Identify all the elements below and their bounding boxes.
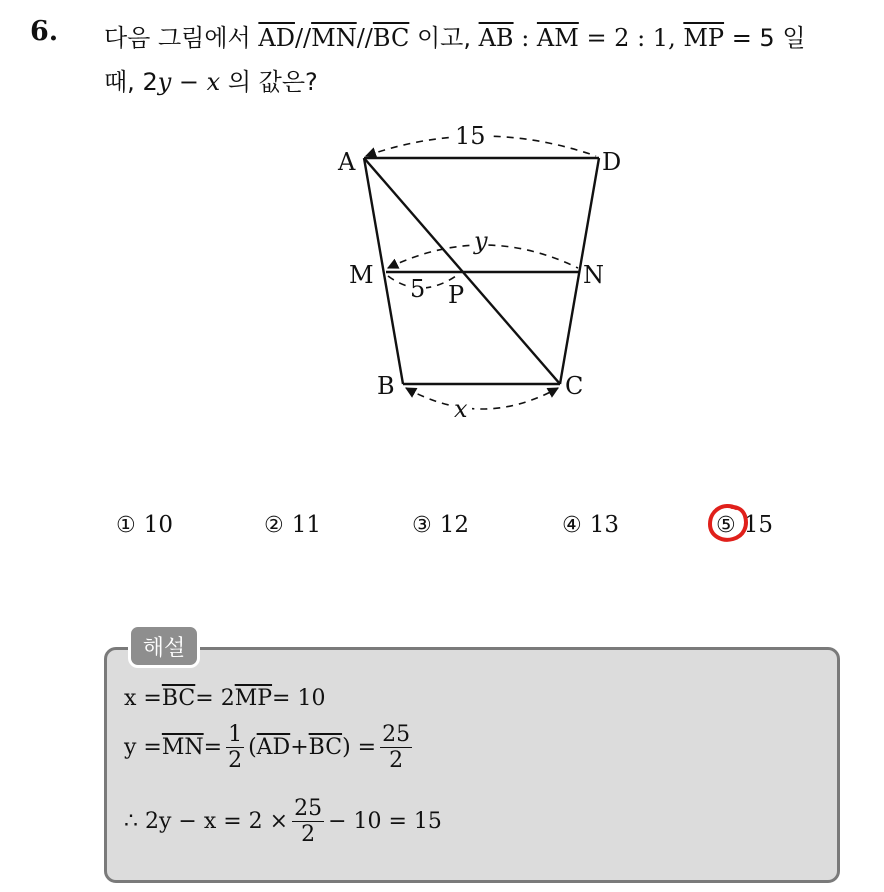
variable-y: y [157,68,172,96]
choice-4[interactable] [562,512,619,538]
segment-ab: $\overline{AB}$ [478,24,514,52]
length-label-x: x [454,395,468,423]
choice-value: 10 [143,512,174,538]
eq-text: ∴ 2y − x = 2 × [124,809,289,835]
question-text: 때, 2 [104,68,158,96]
eq-text: ) = [342,735,377,761]
denominator: 2 [228,748,243,774]
eq-segment-mp: $\overline{MP}$ [234,686,273,711]
point-label-m: M [349,261,374,289]
explanation-tag: 해설 [128,624,200,668]
choice-2[interactable] [264,512,321,538]
eq-text: − 10 = 15 [328,809,442,835]
minus-sign: − [171,68,207,96]
segment-mn: $\overline{MN}$ [311,24,357,52]
point-label-b: B [377,372,395,400]
explanation-line-3 [124,796,442,848]
eq-segment-mn: $\overline{MN}$ [161,735,204,761]
segment-ad: $\overline{AD}$ [258,24,295,52]
eq-text: ( [248,735,257,761]
choice-number: ⑤ [716,513,736,538]
parallel-sign: // [294,24,312,52]
numerator: 25 [294,796,323,821]
choice-number: ① [116,513,136,538]
choice-1[interactable] [116,512,173,538]
variable-x: x [206,68,221,96]
eq-text: x = [124,686,162,711]
question-text: 이고, [409,24,479,52]
choice-value: 15 [743,512,774,538]
parallel-sign: // [356,24,373,52]
choice-value: 11 [291,512,322,538]
eq-text: = 2 [195,686,235,711]
eq-segment-bc: $\overline{BC}$ [308,735,343,761]
segment-bc: $\overline{BC}$ [372,24,410,52]
explanation-line-2 [124,722,416,774]
answer-choices [0,512,884,548]
question-number: 6. [30,16,59,47]
denominator: 2 [301,822,316,848]
length-label-y: y [474,227,488,255]
choice-value: 12 [439,512,470,538]
explanation-line-1 [124,686,325,711]
ratio-sign: : [513,24,537,52]
eq-segment-bc: $\overline{BC}$ [161,686,196,711]
eq-text: = [203,735,223,761]
denominator: 2 [389,748,404,774]
brace-bc [406,388,558,409]
numerator: 1 [228,722,243,747]
answer-circle-mark-icon [706,502,750,544]
fraction-25-over-2 [380,722,412,774]
point-label-c: C [565,372,584,400]
choice-number: ② [264,513,284,538]
numerator: 25 [382,722,411,747]
segment-am: $\overline{AM}$ [536,24,579,52]
choice-3[interactable] [412,512,469,538]
choice-number: ④ [562,513,582,538]
point-label-n: N [583,261,604,289]
ratio-value: = 2 : 1, [578,24,684,52]
fraction-25-over-2 [292,796,324,848]
point-label-p: P [448,281,465,309]
eq-text: y = [124,735,162,761]
eq-segment-ad: $\overline{AD}$ [256,735,291,761]
fraction-one-half [226,722,244,774]
question-text: 다음 그림에서 [104,24,259,52]
segment-mp: $\overline{MP}$ [683,24,725,52]
question-text: 의 값은? [220,68,318,96]
point-label-d: D [602,148,622,176]
choice-number: ③ [412,513,432,538]
point-label-a: A [338,148,356,176]
length-label-15: 15 [455,122,486,150]
choice-value: 13 [589,512,620,538]
length-label-5: 5 [410,275,426,303]
eq-text: + [290,735,309,761]
eq-text: = 10 [272,686,326,711]
mp-value: = 5 일 [724,24,806,52]
